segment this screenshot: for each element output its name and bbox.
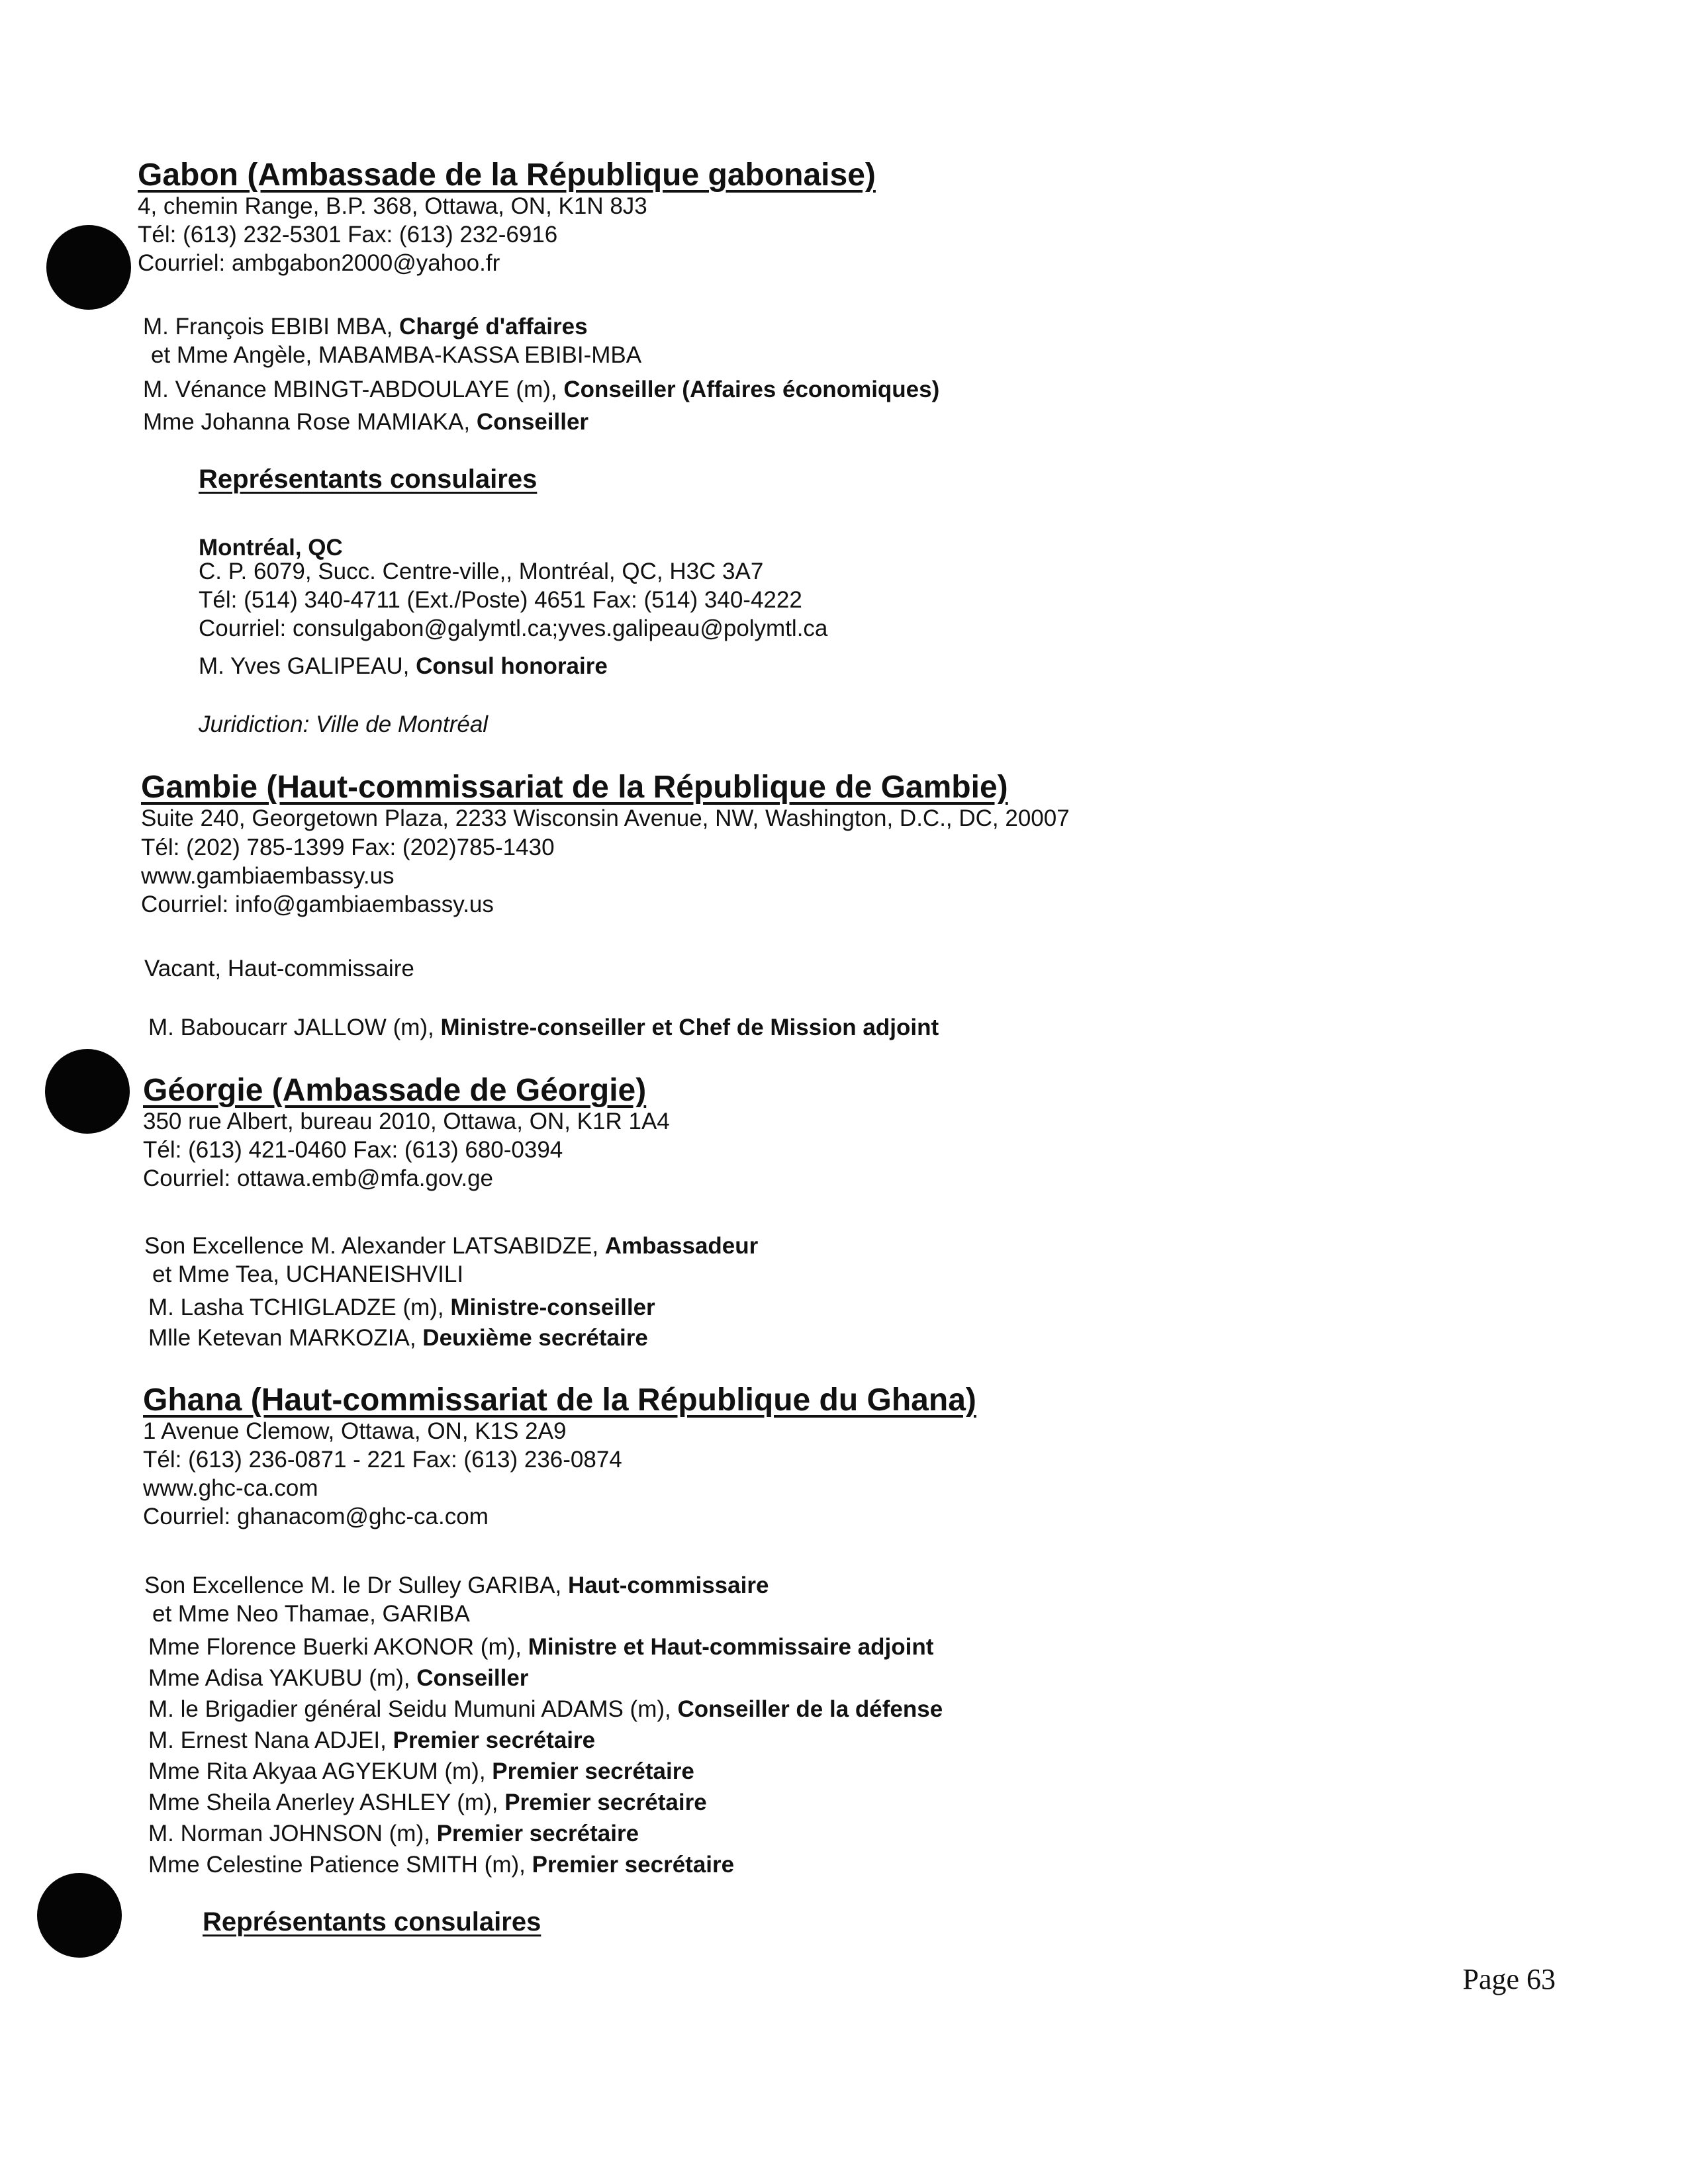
consular-phone: Tél: (514) 340-4711 (Ext./Poste) 4651 Fax: (514) 340-4222: [199, 587, 802, 613]
staff-entry: [143, 312, 588, 341]
staff-title: Conseiller: [416, 1665, 529, 1691]
gabon-address: 4, chemin Range, B.P. 368, Ottawa, ON, K1N 8J3: [138, 193, 647, 219]
punch-hole-middle: [45, 1049, 130, 1134]
consular-email: Courriel: consulgabon@galymtl.ca;yves.galipeau@polymtl.ca: [199, 615, 828, 641]
staff-name: M. Ernest Nana ADJEI,: [148, 1727, 393, 1753]
staff-entry: [148, 1850, 734, 1880]
consular-jurisdiction: Juridiction: Ville de Montréal: [199, 711, 489, 737]
staff-name: M. Lasha TCHIGLADZE (m),: [148, 1295, 451, 1320]
staff-entry: [148, 1664, 528, 1693]
staff-name: Mme Sheila Anerley ASHLEY (m),: [148, 1790, 505, 1815]
staff-title: Haut-commissaire: [567, 1572, 769, 1598]
punch-hole-top: [46, 225, 131, 310]
staff-title: Premier secrétaire: [393, 1727, 596, 1753]
ghana-address: 1 Avenue Clemow, Ottawa, ON, K1S 2A9: [143, 1418, 567, 1444]
staff-entry: [152, 1600, 470, 1629]
staff-entry: [151, 341, 641, 370]
staff-name: Son Excellence M. Alexander LATSABIDZE,: [144, 1233, 605, 1259]
staff-name: M. Baboucarr JALLOW (m),: [148, 1015, 441, 1040]
staff-entry: [144, 1232, 758, 1261]
staff-name: M. François EBIBI MBA,: [143, 314, 400, 340]
staff-title: Premier secrétaire: [532, 1852, 735, 1878]
staff-title: Ministre et Haut-commissaire adjoint: [528, 1634, 934, 1660]
staff-entry: [148, 1726, 595, 1755]
staff-title: Conseiller de la défense: [677, 1696, 943, 1722]
staff-name: et Mme Angèle, MABAMBA-KASSA EBIBI-MBA: [151, 342, 642, 368]
staff-title: Premier secrétaire: [492, 1758, 694, 1784]
staff-title: Ambassadeur: [604, 1233, 759, 1259]
ghana-phone: Tél: (613) 236-0871 - 221 Fax: (613) 236-0874: [143, 1447, 622, 1473]
consular-city: Montréal, QC: [199, 535, 343, 561]
staff-name: Mme Johanna Rose MAMIAKA,: [143, 409, 477, 435]
staff-entry: [148, 1819, 639, 1848]
georgie-address: 350 rue Albert, bureau 2010, Ottawa, ON, K1R 1A4: [143, 1109, 670, 1134]
staff-name: et Mme Tea, UCHANEISHVILI: [152, 1261, 464, 1287]
staff-entry: [148, 1633, 933, 1662]
staff-name: M. Vénance MBINGT-ABDOULAYE (m),: [143, 377, 564, 402]
staff-name: Mme Rita Akyaa AGYEKUM (m),: [148, 1758, 492, 1784]
consular-heading-ghana: Représentants consulaires: [203, 1907, 541, 1936]
staff-entry: [148, 1695, 943, 1724]
staff-name: M. Norman JOHNSON (m),: [148, 1821, 437, 1846]
staff-entry: [143, 408, 588, 437]
georgie-phone: Tél: (613) 421-0460 Fax: (613) 680-0394: [143, 1137, 563, 1163]
gambie-website: www.gambiaembassy.us: [141, 863, 395, 889]
gambie-phone: Tél: (202) 785-1399 Fax: (202)785-1430: [141, 835, 555, 860]
staff-title: Conseiller: [476, 409, 589, 435]
gabon-email: Courriel: ambgabon2000@yahoo.fr: [138, 250, 500, 276]
staff-name: Vacant, Haut-commissaire: [144, 956, 414, 981]
staff-entry: [148, 1324, 648, 1353]
staff-entry: [148, 1293, 655, 1322]
staff-name: M. le Brigadier général Seidu Mumuni ADAMS (m),: [148, 1696, 678, 1722]
staff-name: Mme Celestine Patience SMITH (m),: [148, 1852, 532, 1878]
staff-name: Mme Florence Buerki AKONOR (m),: [148, 1634, 528, 1660]
section-title-ghana: Ghana (Haut-commissariat de la République du Ghana): [143, 1383, 976, 1418]
section-title-gabon: Gabon (Ambassade de la République gabonaise): [138, 158, 876, 193]
consular-person: [199, 652, 608, 681]
page-number: Page 63: [1462, 1963, 1556, 1995]
staff-name: Mlle Ketevan MARKOZIA,: [148, 1325, 423, 1351]
section-title-georgie: Géorgie (Ambassade de Géorgie): [143, 1073, 647, 1108]
staff-entry: [152, 1260, 463, 1289]
georgie-email: Courriel: ottawa.emb@mfa.gov.ge: [143, 1165, 493, 1191]
staff-name: Son Excellence M. le Dr Sulley GARIBA,: [144, 1572, 568, 1598]
staff-name: Mme Adisa YAKUBU (m),: [148, 1665, 417, 1691]
staff-title: Premier secrétaire: [436, 1821, 639, 1846]
staff-title: Deuxième secrétaire: [422, 1325, 648, 1351]
staff-title: Consul honoraire: [416, 653, 608, 679]
punch-hole-bottom: [37, 1873, 122, 1958]
staff-title: Ministre-conseiller: [450, 1295, 655, 1320]
staff-name: et Mme Neo Thamae, GARIBA: [152, 1601, 470, 1627]
staff-title: Premier secrétaire: [504, 1790, 707, 1815]
consular-address: C. P. 6079, Succ. Centre-ville,, Montréal, QC, H3C 3A7: [199, 559, 764, 584]
staff-entry: [144, 954, 414, 983]
staff-title: Ministre-conseiller et Chef de Mission adjoint: [440, 1015, 939, 1040]
staff-entry: [148, 1013, 939, 1042]
section-title-gambie: Gambie (Haut-commissariat de la République de Gambie): [141, 770, 1008, 805]
gambie-email: Courriel: info@gambiaembassy.us: [141, 891, 494, 917]
staff-title: Chargé d'affaires: [399, 314, 588, 340]
staff-entry: [144, 1571, 769, 1600]
staff-entry: [143, 375, 939, 404]
gabon-phone: Tél: (613) 232-5301 Fax: (613) 232-6916: [138, 222, 558, 248]
staff-title: Conseiller (Affaires économiques): [563, 377, 940, 402]
staff-entry: [148, 1788, 707, 1817]
gambie-address: Suite 240, Georgetown Plaza, 2233 Wisconsin Avenue, NW, Washington, D.C., DC, 20007: [141, 805, 1070, 831]
ghana-website: www.ghc-ca.com: [143, 1475, 318, 1501]
staff-name: M. Yves GALIPEAU,: [199, 653, 416, 679]
staff-entry: [148, 1757, 694, 1786]
ghana-email: Courriel: ghanacom@ghc-ca.com: [143, 1504, 489, 1529]
consular-heading-gabon: Représentants consulaires: [199, 465, 538, 494]
